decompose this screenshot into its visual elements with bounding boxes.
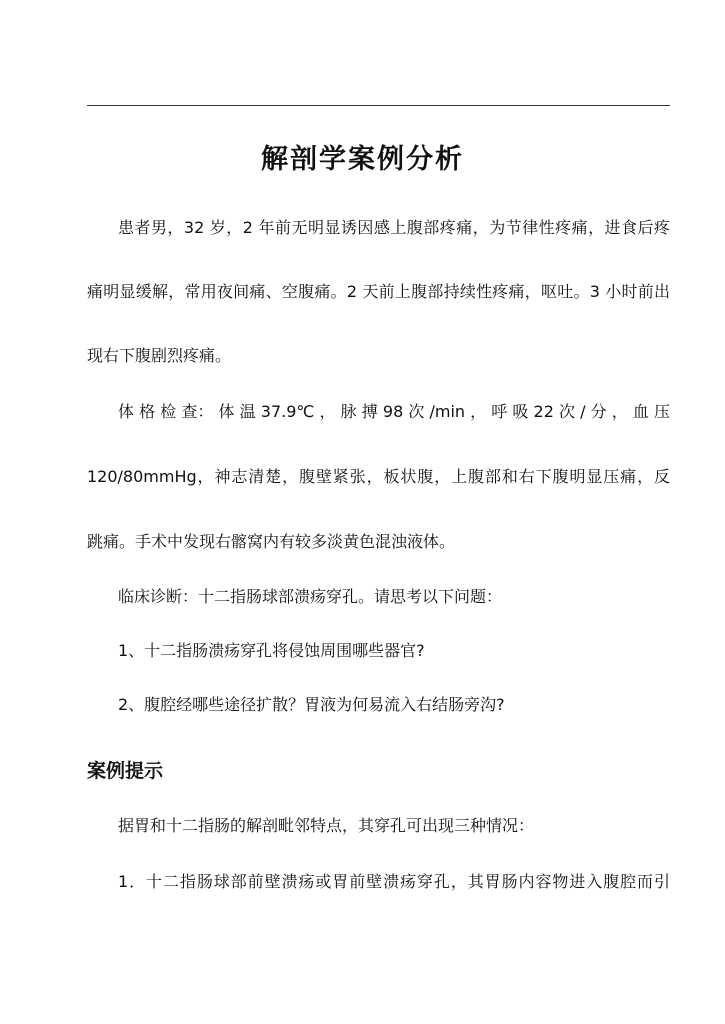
case-line-3: 现右下腹剧烈疼痛。 — [87, 346, 232, 365]
hint-heading: 案例提示 — [87, 760, 164, 782]
exam-line-3: 跳痛。手术中发现右髂窝内有较多淡黄色混浊液体。 — [87, 532, 456, 551]
page-title: 解剖学案例分析 — [261, 144, 464, 175]
case-line-1: 患者男，32 岁，2 年前无明显诱因感上腹部疼痛，为节律性疼痛，进食后疼 — [118, 218, 670, 237]
header-rule — [87, 105, 670, 106]
diagnosis-text: 临床诊断：十二指肠球部溃疡穿孔。请思考以下问题： — [118, 587, 503, 606]
exam-line-1: 体 格 检 查： 体 温 37.9℃ ， 脉 搏 98 次 /min ， 呼 吸 22 次 / 分 ， 血 压 — [118, 402, 670, 421]
exam-line-2: 120/80mmHg，神志清楚，腹壁紧张，板状腹，上腹部和右下腹明显压痛，反 — [87, 467, 670, 486]
question-2: 2、腹腔经哪些途径扩散？胃液为何易流入右结肠旁沟? — [118, 695, 505, 714]
hint-intro: 据胃和十二指肠的解剖毗邻特点，其穿孔可出现三种情况： — [118, 816, 535, 835]
question-1: 1、十二指肠溃疡穿孔将侵蚀周围哪些器官? — [118, 641, 425, 660]
hint-item-1: 1．十二指肠球部前壁溃疡或胃前壁溃疡穿孔，其胃肠内容物进入腹腔而引 — [118, 872, 670, 891]
case-line-2: 痛明显缓解，常用夜间痛、空腹痛。2 天前上腹部持续性疼痛，呕吐。3 小时前出 — [87, 282, 670, 301]
